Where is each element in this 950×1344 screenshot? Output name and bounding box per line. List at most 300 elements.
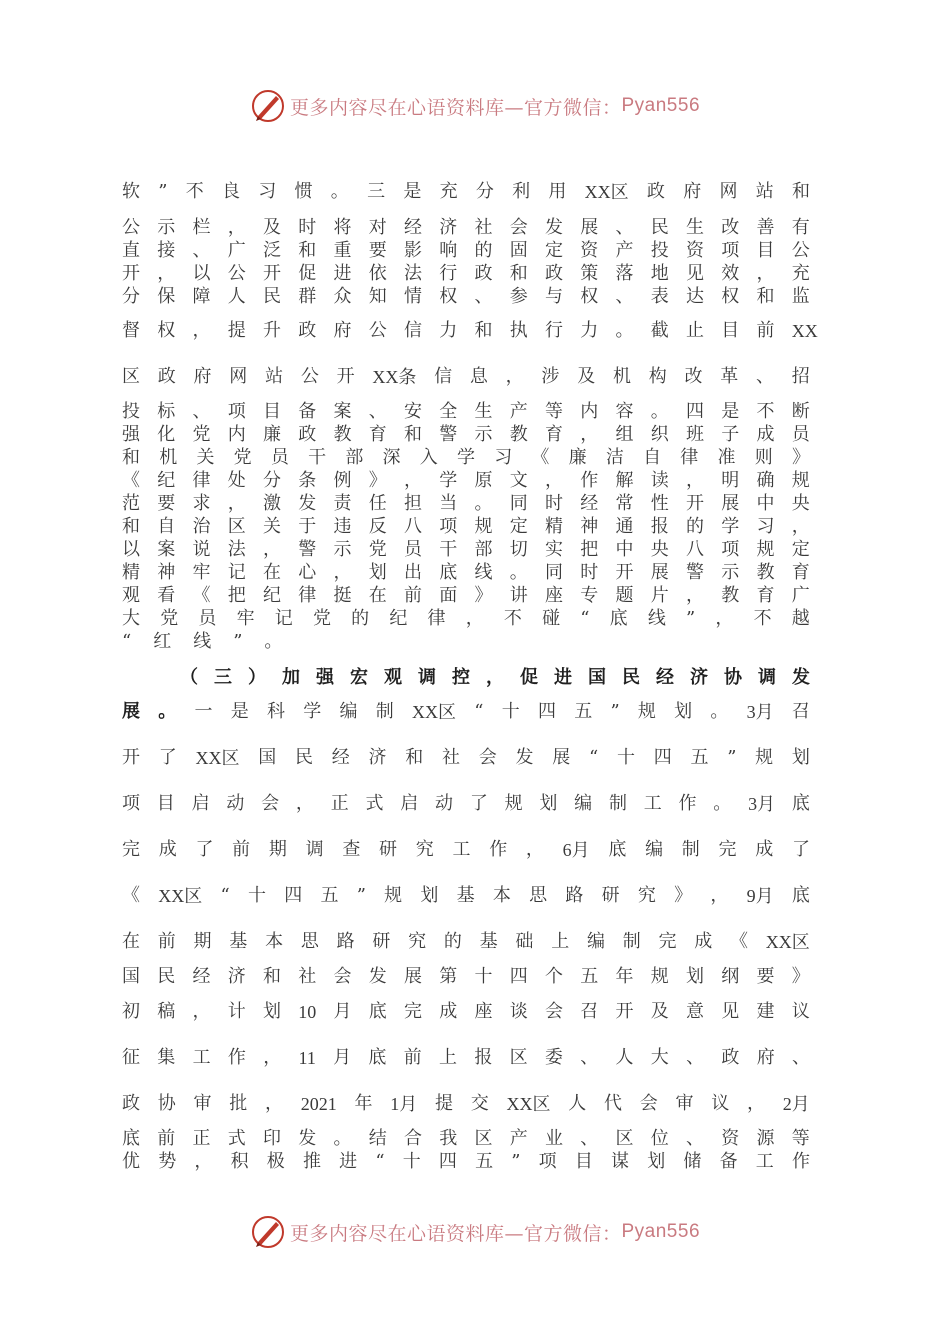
- word: 性: [650, 493, 669, 514]
- word: ，: [263, 1047, 282, 1068]
- word: 经: [656, 667, 674, 688]
- word: 人: [568, 1093, 587, 1114]
- word: ，: [756, 263, 775, 284]
- word: 划: [791, 747, 810, 768]
- word: 完: [404, 1001, 422, 1022]
- word: 底: [791, 885, 810, 906]
- word: 要: [756, 966, 775, 987]
- word: 究: [637, 885, 656, 906]
- word: 的: [686, 516, 704, 537]
- word: 、: [192, 240, 211, 261]
- word: 、: [615, 286, 634, 307]
- word: 控: [452, 667, 470, 688]
- word: 育: [368, 424, 387, 445]
- word: 充: [439, 181, 458, 202]
- word: 改: [721, 217, 740, 238]
- word: 基: [229, 931, 248, 952]
- word: 业: [545, 1128, 563, 1149]
- word: 项: [439, 516, 458, 537]
- word: 作: [678, 793, 697, 814]
- word: 中: [756, 493, 775, 514]
- text-line: [122, 470, 810, 492]
- word: 员: [198, 608, 217, 629]
- word: 政: [721, 1047, 740, 1068]
- word: 》: [674, 885, 693, 906]
- text-line: [122, 1128, 810, 1150]
- word: 党: [368, 539, 387, 560]
- banner-text: 更多内容尽在心语资料库—官方微信：: [289, 1222, 622, 1245]
- word: 育: [756, 585, 775, 606]
- word: 标: [157, 401, 176, 422]
- word: 开: [122, 747, 140, 768]
- word: 五: [574, 701, 593, 722]
- footer-banner: [0, 1212, 950, 1252]
- word: 展: [650, 562, 669, 583]
- word: ，: [404, 470, 422, 491]
- word: 政: [474, 263, 493, 284]
- word: 发: [298, 493, 317, 514]
- word: 和: [791, 181, 810, 202]
- word: 11: [298, 1048, 316, 1068]
- text-line: [122, 747, 810, 769]
- word: 容: [615, 401, 634, 422]
- word: 保: [157, 286, 176, 307]
- word: 济: [368, 747, 387, 768]
- word: 项: [122, 793, 140, 814]
- word: 习: [756, 516, 775, 537]
- word: 。: [158, 701, 177, 722]
- section-heading: [180, 667, 810, 689]
- word: 良: [222, 181, 240, 202]
- word: 展: [122, 701, 140, 722]
- word: 习: [258, 181, 277, 202]
- word: 栏: [192, 217, 211, 238]
- word: 规: [474, 516, 493, 537]
- word: 见: [721, 1001, 740, 1022]
- text-line: [122, 240, 810, 262]
- word: 编: [645, 839, 664, 860]
- word: 党: [160, 608, 179, 629]
- word: 交: [470, 1093, 489, 1114]
- word: 经: [331, 747, 350, 768]
- word: 十: [474, 966, 493, 987]
- word: ”: [356, 885, 366, 906]
- word: 完: [658, 931, 677, 952]
- word: 四: [537, 701, 556, 722]
- word: XX区: [158, 886, 203, 906]
- word: 是: [721, 401, 740, 422]
- word: 学: [456, 447, 475, 468]
- word: 思: [529, 885, 548, 906]
- word: 、: [791, 1047, 810, 1068]
- word: 座: [474, 1001, 493, 1022]
- word: 强: [122, 424, 140, 445]
- word: ，: [465, 608, 484, 629]
- word: 期: [268, 839, 287, 860]
- word: 作: [580, 470, 599, 491]
- word: 习: [494, 447, 513, 468]
- word: 国: [258, 747, 277, 768]
- word: 稿: [157, 1001, 176, 1022]
- word: 与: [545, 286, 563, 307]
- word: 是: [403, 181, 422, 202]
- word: 观: [384, 667, 402, 688]
- word: “: [220, 885, 230, 906]
- word: 促: [298, 263, 317, 284]
- word: 构: [648, 366, 667, 387]
- word: 对: [368, 217, 387, 238]
- word: 批: [229, 1093, 248, 1114]
- word: 线: [647, 608, 666, 629]
- word: 优: [122, 1151, 140, 1172]
- word: 、: [756, 366, 775, 387]
- word: 机: [612, 366, 631, 387]
- word: 民: [650, 217, 669, 238]
- word: ，: [686, 470, 704, 491]
- word: 面: [439, 585, 458, 606]
- word: 在: [263, 562, 281, 583]
- word: “: [589, 747, 599, 768]
- word: 10: [298, 1002, 317, 1022]
- word: 班: [686, 424, 704, 445]
- word: 。: [650, 401, 669, 422]
- word: 结: [368, 1128, 387, 1149]
- word: 线: [474, 562, 493, 583]
- word: 民: [263, 286, 281, 307]
- word: 法: [404, 263, 422, 284]
- word: 示: [474, 424, 493, 445]
- word: 律: [192, 470, 211, 491]
- word: 月: [333, 1001, 352, 1022]
- word: 知: [368, 286, 387, 307]
- word: 我: [439, 1128, 458, 1149]
- word: 八: [686, 539, 704, 560]
- word: 出: [404, 562, 422, 583]
- word: 教: [509, 424, 528, 445]
- word: 规: [791, 470, 810, 491]
- word: 廉: [263, 424, 281, 445]
- word: 截: [650, 320, 669, 341]
- word: 底: [608, 839, 627, 860]
- word: 提: [435, 1093, 453, 1114]
- word: 规: [650, 966, 669, 987]
- word: 情: [404, 286, 422, 307]
- word: XX: [791, 321, 818, 341]
- text-line: [122, 181, 810, 203]
- word: 产: [615, 240, 634, 261]
- word: XX条: [372, 367, 417, 387]
- word: 教: [756, 562, 775, 583]
- word: 3月: [748, 794, 776, 814]
- word: 生: [474, 401, 493, 422]
- word: 开: [336, 366, 355, 387]
- word: 本: [492, 885, 511, 906]
- word: 善: [756, 217, 775, 238]
- word: 研: [372, 931, 391, 952]
- banner-text: 更多内容尽在心语资料库—官方微信：: [289, 96, 622, 119]
- word: 当: [439, 493, 458, 514]
- word: ，: [791, 516, 810, 537]
- word: 落: [615, 263, 634, 284]
- word: 不: [503, 608, 522, 629]
- word: 底: [439, 562, 458, 583]
- word: 会: [333, 966, 352, 987]
- word: 作: [791, 1151, 810, 1172]
- word: 确: [756, 470, 775, 491]
- word: 和: [263, 966, 281, 987]
- word: 网: [229, 366, 248, 387]
- text-line: [122, 931, 810, 953]
- word: 础: [515, 931, 534, 952]
- word: 开: [122, 263, 140, 284]
- word: 牢: [192, 562, 211, 583]
- word: 改: [684, 366, 703, 387]
- word: 员: [404, 539, 422, 560]
- word: 子: [721, 424, 740, 445]
- word: 、: [580, 1128, 599, 1149]
- word: 同: [545, 562, 563, 583]
- word: 权: [580, 286, 599, 307]
- word: 开: [686, 493, 704, 514]
- word: 部: [474, 539, 493, 560]
- word: 规: [384, 885, 403, 906]
- word: 经: [404, 217, 422, 238]
- word: 纪: [263, 585, 281, 606]
- word: 府: [333, 320, 352, 341]
- word: 教: [721, 585, 740, 606]
- word: 五: [475, 1151, 494, 1172]
- word: 、: [615, 217, 634, 238]
- word: 进: [333, 263, 352, 284]
- word: 1月: [390, 1094, 418, 1114]
- word: 和: [756, 286, 775, 307]
- word: 目: [756, 240, 775, 261]
- word: 制: [681, 839, 700, 860]
- word: 府: [756, 1047, 775, 1068]
- word: ，: [333, 562, 352, 583]
- word: 区: [474, 1128, 493, 1149]
- word: 查: [342, 839, 361, 860]
- word: 作: [489, 839, 508, 860]
- word: XX区: [584, 182, 629, 202]
- text-line: [122, 286, 810, 308]
- word: 警: [439, 424, 458, 445]
- word: 工: [755, 1151, 774, 1172]
- word: XX区: [765, 932, 810, 952]
- word: 要: [368, 240, 387, 261]
- word: 目: [721, 320, 740, 341]
- word: 等: [791, 1128, 810, 1149]
- text-line: [122, 885, 810, 907]
- word: 座: [545, 585, 563, 606]
- word: ，: [295, 793, 314, 814]
- word: ，: [580, 424, 599, 445]
- word: 范: [122, 493, 140, 514]
- word: 等: [545, 401, 563, 422]
- word: ，: [157, 263, 176, 284]
- word: 底: [791, 793, 810, 814]
- word: 项: [227, 401, 246, 422]
- word: 协: [157, 1093, 176, 1114]
- word: 了: [195, 839, 214, 860]
- word: 律: [680, 447, 699, 468]
- word: 有: [791, 217, 810, 238]
- word: 示: [721, 562, 740, 583]
- word: 备: [298, 401, 317, 422]
- word: 促: [520, 667, 538, 688]
- text-line: [122, 966, 810, 988]
- word: 式: [227, 1128, 246, 1149]
- word: 神: [580, 516, 599, 537]
- word: 不: [185, 181, 204, 202]
- word: ”: [158, 181, 168, 202]
- word: 实: [545, 539, 563, 560]
- word: 不: [753, 608, 772, 629]
- word: 八: [404, 516, 422, 537]
- word: 政: [157, 366, 176, 387]
- word: 势: [158, 1151, 177, 1172]
- word: 底: [122, 1128, 140, 1149]
- word: ，: [686, 585, 704, 606]
- text-line: [122, 447, 810, 469]
- word: 政: [646, 181, 665, 202]
- word: “: [375, 1151, 385, 1172]
- word: 以: [192, 263, 211, 284]
- word: 议: [711, 1093, 730, 1114]
- word: 案: [333, 401, 352, 422]
- word: 前: [232, 839, 251, 860]
- word: 府: [683, 181, 702, 202]
- word: 《: [122, 885, 140, 906]
- word: 学: [303, 701, 322, 722]
- word: 协: [724, 667, 742, 688]
- word: 依: [368, 263, 387, 284]
- text-line: [122, 401, 810, 423]
- word: 意: [686, 1001, 704, 1022]
- banner-wechat-id: Pyan556: [621, 1221, 701, 1242]
- word: 和: [122, 516, 140, 537]
- word: 投: [650, 240, 669, 261]
- word: 资: [721, 1128, 740, 1149]
- word: 国: [588, 667, 606, 688]
- word: 民: [157, 966, 176, 987]
- word: 越: [791, 608, 810, 629]
- word: 究: [415, 839, 434, 860]
- word: 碰: [542, 608, 561, 629]
- word: 正: [192, 1128, 211, 1149]
- word: 解: [615, 470, 634, 491]
- word: 、: [192, 401, 211, 422]
- word: 深: [382, 447, 401, 468]
- word: 不: [756, 401, 775, 422]
- word: 十: [616, 747, 635, 768]
- word: 及: [650, 1001, 669, 1022]
- word: 底: [368, 1001, 387, 1022]
- word: 题: [615, 585, 634, 606]
- word: 制: [608, 793, 627, 814]
- word: 法: [227, 539, 246, 560]
- text-line: [122, 493, 810, 515]
- word: 规: [755, 747, 774, 768]
- text-line: [122, 263, 810, 285]
- word: 报: [474, 1047, 493, 1068]
- word: 广: [791, 585, 810, 606]
- text-line: [122, 424, 810, 446]
- text-line: [122, 562, 810, 584]
- word: 五: [320, 885, 339, 906]
- word: 律: [298, 585, 317, 606]
- word: 违: [333, 516, 352, 537]
- word: 时: [580, 562, 599, 583]
- word: 区: [227, 516, 246, 537]
- text-line: [122, 1093, 810, 1115]
- word: 警: [298, 539, 317, 560]
- word: 式: [365, 793, 384, 814]
- word: 监: [791, 286, 810, 307]
- word: 将: [333, 217, 352, 238]
- word: 》: [368, 470, 387, 491]
- word: 目: [263, 401, 281, 422]
- word: 政: [298, 320, 317, 341]
- word: 影: [404, 240, 422, 261]
- word: 五: [580, 966, 599, 987]
- word: 党: [312, 608, 331, 629]
- word: 障: [192, 286, 211, 307]
- word: 编: [586, 931, 605, 952]
- word: 软: [122, 181, 140, 202]
- word: 底: [609, 608, 628, 629]
- word: 。: [615, 320, 634, 341]
- word: 和: [509, 263, 528, 284]
- word: 央: [650, 539, 669, 560]
- word: ，: [227, 493, 246, 514]
- word: 会: [639, 1093, 658, 1114]
- word: 读: [650, 470, 669, 491]
- word: （: [180, 667, 198, 688]
- word: 和: [298, 240, 317, 261]
- word: 期: [193, 931, 212, 952]
- word: 了: [791, 839, 810, 860]
- word: 项: [721, 240, 740, 261]
- word: 科: [267, 701, 285, 722]
- text-line: [122, 793, 810, 815]
- word: 权: [439, 286, 458, 307]
- word: 会: [261, 793, 280, 814]
- word: 网: [719, 181, 738, 202]
- word: 储: [683, 1151, 702, 1172]
- word: 产: [509, 401, 528, 422]
- word: 开: [615, 562, 634, 583]
- word: 和: [405, 747, 424, 768]
- word: 位: [650, 1128, 669, 1149]
- word: 三: [214, 667, 232, 688]
- word: 展: [580, 217, 599, 238]
- word: 编: [574, 793, 593, 814]
- word: 固: [509, 240, 528, 261]
- pen-logo-icon: [250, 88, 286, 124]
- text-line: [122, 516, 810, 538]
- word: 的: [474, 240, 493, 261]
- word: 委: [544, 1047, 563, 1068]
- word: ，: [265, 1093, 283, 1114]
- word: 济: [439, 217, 458, 238]
- word: 记: [227, 562, 246, 583]
- word: 2月: [782, 1094, 810, 1114]
- word: 看: [157, 585, 176, 606]
- word: 基: [479, 931, 498, 952]
- word: 推: [302, 1151, 321, 1172]
- word: 划: [647, 1151, 666, 1172]
